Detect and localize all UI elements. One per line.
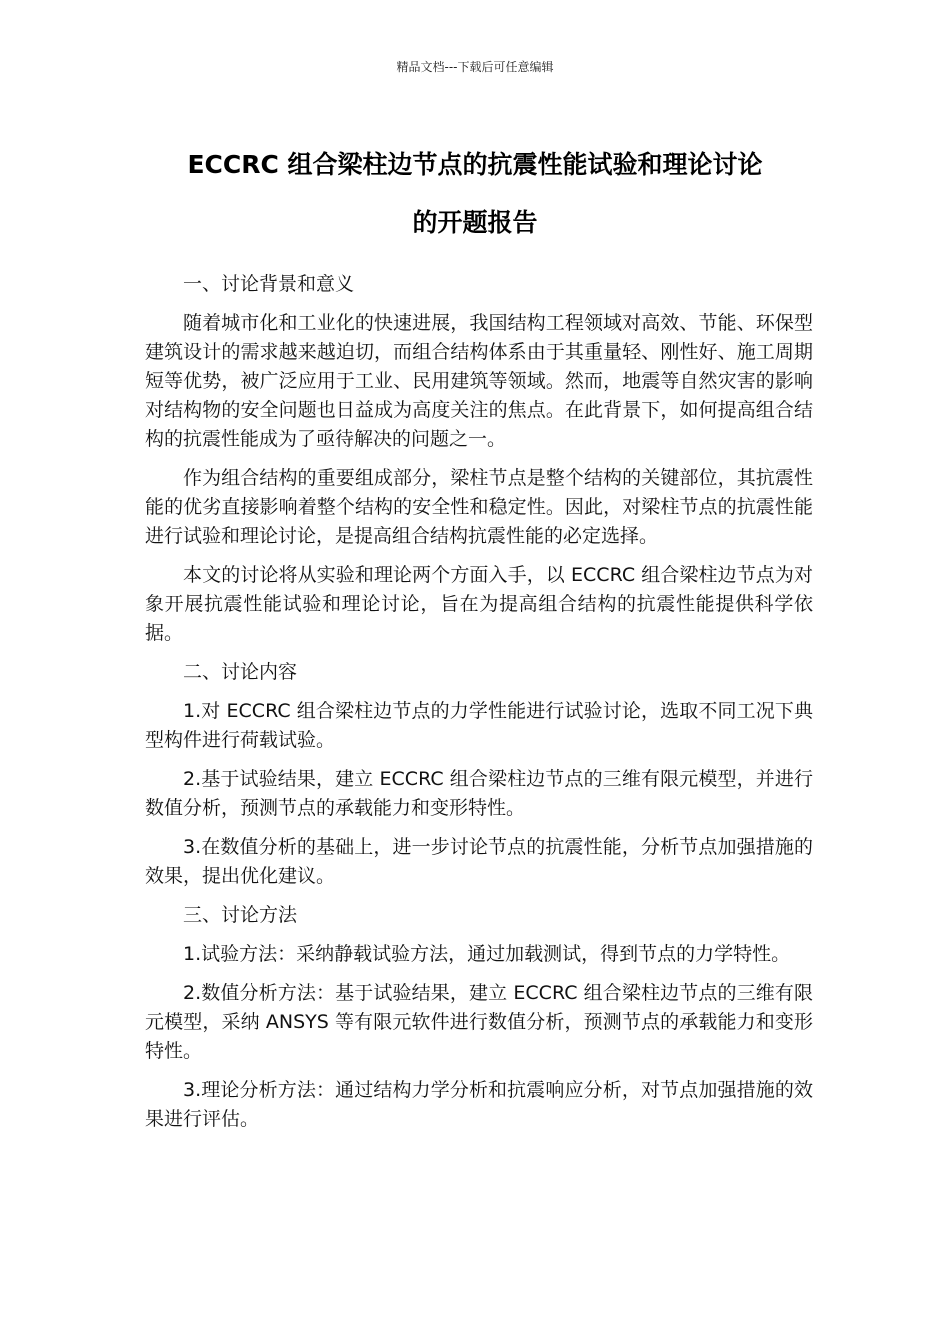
content-item-1: 1.对 ECCRC 组合梁柱边节点的力学性能进行试验讨论，选取不同工况下典型构件进行荷载试验。 bbox=[145, 700, 813, 751]
section-heading-content: 二、讨论内容 bbox=[183, 661, 298, 683]
method-item-1: 1.试验方法：采纳静载试验方法，通过加载测试，得到节点的力学特性。 bbox=[183, 943, 791, 965]
method-item-2: 2.数值分析方法：基于试验结果，建立 ECCRC 组合梁柱边节点的三维有限元模型，采纳 ANSYS 等有限元软件进行数值分析，预测节点的承载能力和变形特性。 bbox=[145, 982, 813, 1062]
content-item-2: 2.基于试验结果，建立 ECCRC 组合梁柱边节点的三维有限元模型，并进行数值分析，预测节点的承载能力和变形特性。 bbox=[145, 768, 813, 819]
title-line-1: ECCRC 组合梁柱边节点的抗震性能试验和理论讨论 bbox=[187, 150, 763, 179]
document-body bbox=[145, 270, 813, 1144]
document-title bbox=[140, 136, 810, 252]
paragraph-background-3: 本文的讨论将从实验和理论两个方面入手，以 ECCRC 组合梁柱边节点为对象开展抗震性能试验和理论讨论，旨在为提高组合结构的抗震性能提供科学依据。 bbox=[145, 564, 813, 644]
section-heading-methods: 三、讨论方法 bbox=[183, 904, 298, 926]
method-item-3: 3.理论分析方法：通过结构力学分析和抗震响应分析，对节点加强措施的效果进行评估。 bbox=[145, 1079, 813, 1130]
header-note: 精品文档---下载后可任意编辑 bbox=[396, 60, 554, 74]
paragraph-background-2: 作为组合结构的重要组成部分，梁柱节点是整个结构的关键部位，其抗震性能的优劣直接影响着整个结构的安全性和稳定性。因此，对梁柱节点的抗震性能进行试验和理论讨论，是提高组合结构抗震性能的必定选择。 bbox=[145, 467, 813, 547]
section-heading-background: 一、讨论背景和意义 bbox=[183, 273, 355, 295]
title-line-2: 的开题报告 bbox=[412, 208, 538, 237]
paragraph-background-1: 随着城市化和工业化的快速进展，我国结构工程领域对高效、节能、环保型建筑设计的需求越来越迫切，而组合结构体系由于其重量轻、刚性好、施工周期短等优势，被广泛应用于工业、民用建筑等领域。然而，地震等自然灾害的影响对结构物的安全问题也日益成为高度关注的焦点。在此背景下，如何提高组合结构的抗震性能成为了亟待解决的问题之一。 bbox=[145, 312, 813, 450]
content-item-3: 3.在数值分析的基础上，进一步讨论节点的抗震性能，分析节点加强措施的效果，提出优化建议。 bbox=[145, 836, 813, 887]
